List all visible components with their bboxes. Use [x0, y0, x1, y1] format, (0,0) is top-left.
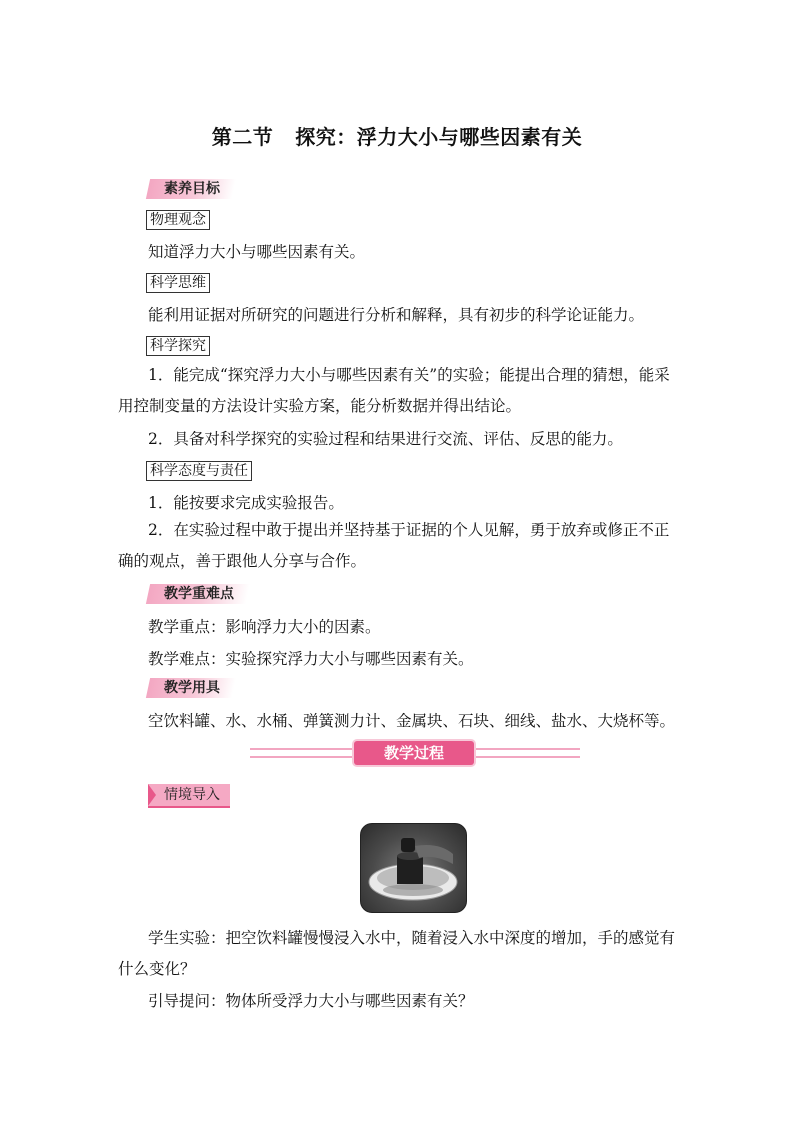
science-inquiry-label: 科学探究	[146, 336, 210, 356]
inquiry-item-2: 2．具备对科学探究的实验过程和结果进行交流、评估、反思的能力。	[148, 430, 623, 448]
attitude-item-2: 2．在实验过程中敢于提出并坚持基于证据的个人见解，勇于放弃或修正不正确的观点，善于跟他人分享与合作。	[118, 521, 670, 570]
inquiry-item-1: 1．能完成“探究浮力大小与哪些因素有关”的实验；能提出合理的猜想，能采用控制变量的方法设计实验方案，能分析数据并得出结论。	[118, 366, 670, 415]
physics-concept-text: 知道浮力大小与哪些因素有关。	[148, 243, 366, 261]
tools-header: 教学用具	[146, 678, 236, 698]
key-point-text: 教学重点：影响浮力大小的因素。	[148, 618, 381, 636]
page-title	[0, 121, 794, 150]
intro-tag: 情境导入	[148, 784, 230, 808]
experiment-photo	[360, 823, 467, 913]
goals-header: 素养目标	[146, 179, 236, 199]
process-banner	[250, 741, 580, 765]
difficult-point-text: 教学难点：实验探究浮力大小与哪些因素有关。	[148, 650, 474, 668]
science-thinking-label: 科学思维	[146, 273, 210, 293]
key-points-header: 教学重难点	[146, 584, 250, 604]
process-banner-label: 教学过程	[354, 741, 474, 765]
can-in-basin-illustration	[361, 824, 466, 912]
student-experiment-text: 学生实验：把空饮料罐慢慢浸入水中，随着浸入水中深度的增加，手的感觉有什么变化？	[118, 929, 676, 978]
attitude-item-1: 1．能按要求完成实验报告。	[148, 494, 344, 512]
attitude-label: 科学态度与责任	[146, 461, 252, 481]
title-section-number: 第二节	[211, 125, 274, 149]
science-thinking-text: 能利用证据对所研究的问题进行分析和解释，具有初步的科学论证能力。	[148, 306, 645, 324]
tools-text: 空饮料罐、水、水桶、弹簧测力计、金属块、石块、细线、盐水、大烧杯等。	[148, 712, 676, 730]
intro-tag-arrow-icon	[148, 784, 156, 806]
title-topic: 探究：浮力大小与哪些因素有关	[295, 125, 583, 149]
physics-concept-label: 物理观念	[146, 210, 210, 230]
guiding-question-text: 引导提问：物体所受浮力大小与哪些因素有关？	[148, 992, 474, 1010]
